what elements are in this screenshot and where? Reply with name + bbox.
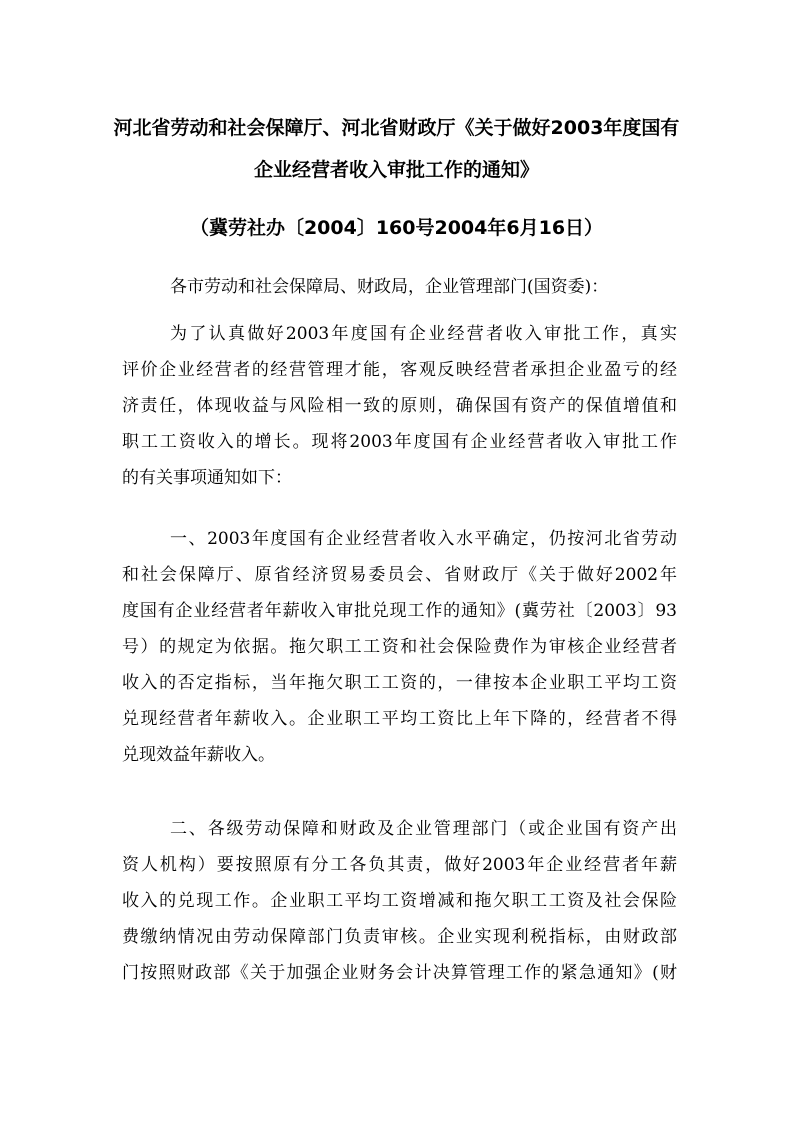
paragraph-line: 费缴纳情况由劳动保障部门负责审核。企业实现利税指标，由财政部 [122,927,677,947]
paragraph-line: 收入的兑现工作。企业职工平均工资增减和拖欠职工工资及社会保险 [122,891,677,911]
paragraph-line: 二、各级劳动保障和财政及企业管理部门（或企业国有资产出 [170,819,677,839]
salutation: 各市劳动和社会保障局、财政局，企业管理部门(国资委)： [170,277,609,297]
paragraph-line: 兑现经营者年薪收入。企业职工平均工资比上年下降的，经营者不得 [122,709,677,729]
document-title-line-2: 企业经营者收入审批工作的通知》 [253,159,539,181]
paragraph-line: 门按照财政部《关于加强企业财务会计决算管理工作的紧急通知》(财 [122,963,677,983]
document-title-line-1: 河北省劳动和社会保障厅、河北省财政厅《关于做好2003年度国有 [113,117,680,139]
paragraph-line: 济责任，体现收益与风险相一致的原则，确保国有资产的保值增值和 [122,396,677,416]
paragraph-3 [122,811,677,991]
paragraph-line: 收入的否定指标，当年拖欠职工工资的，一律按本企业职工平均工资 [122,673,677,693]
paragraph-line: 评价企业经营者的经营管理才能，客观反映经营者承担企业盈亏的经 [122,360,677,380]
paragraph-line: 为了认真做好2003年度国有企业经营者收入审批工作，真实 [170,324,677,344]
paragraph-line: 度国有企业经营者年薪收入审批兑现工作的通知》(冀劳社〔2003〕93 [122,601,677,621]
paragraph-1 [122,316,677,496]
paragraph-line: 资人机构）要按照原有分工各负其责，做好2003年企业经营者年薪 [122,855,677,875]
paragraph-line: 兑现效益年薪收入。 [122,745,275,765]
paragraph-2 [122,521,677,773]
paragraph-line: 和社会保障厅、原省经济贸易委员会、省财政厅《关于做好2002年 [122,565,677,585]
paragraph-line: 职工工资收入的增长。现将2003年度国有企业经营者收入审批工作 [122,432,677,452]
document-number: （冀劳社办〔2004〕160号2004年6月16日） [189,217,604,239]
paragraph-line: 的有关事项通知如下： [122,468,292,488]
paragraph-line: 号）的规定为依据。拖欠职工工资和社会保险费作为审核企业经营者 [122,637,677,657]
paragraph-line: 一、2003年度国有企业经营者收入水平确定，仍按河北省劳动 [170,529,677,549]
